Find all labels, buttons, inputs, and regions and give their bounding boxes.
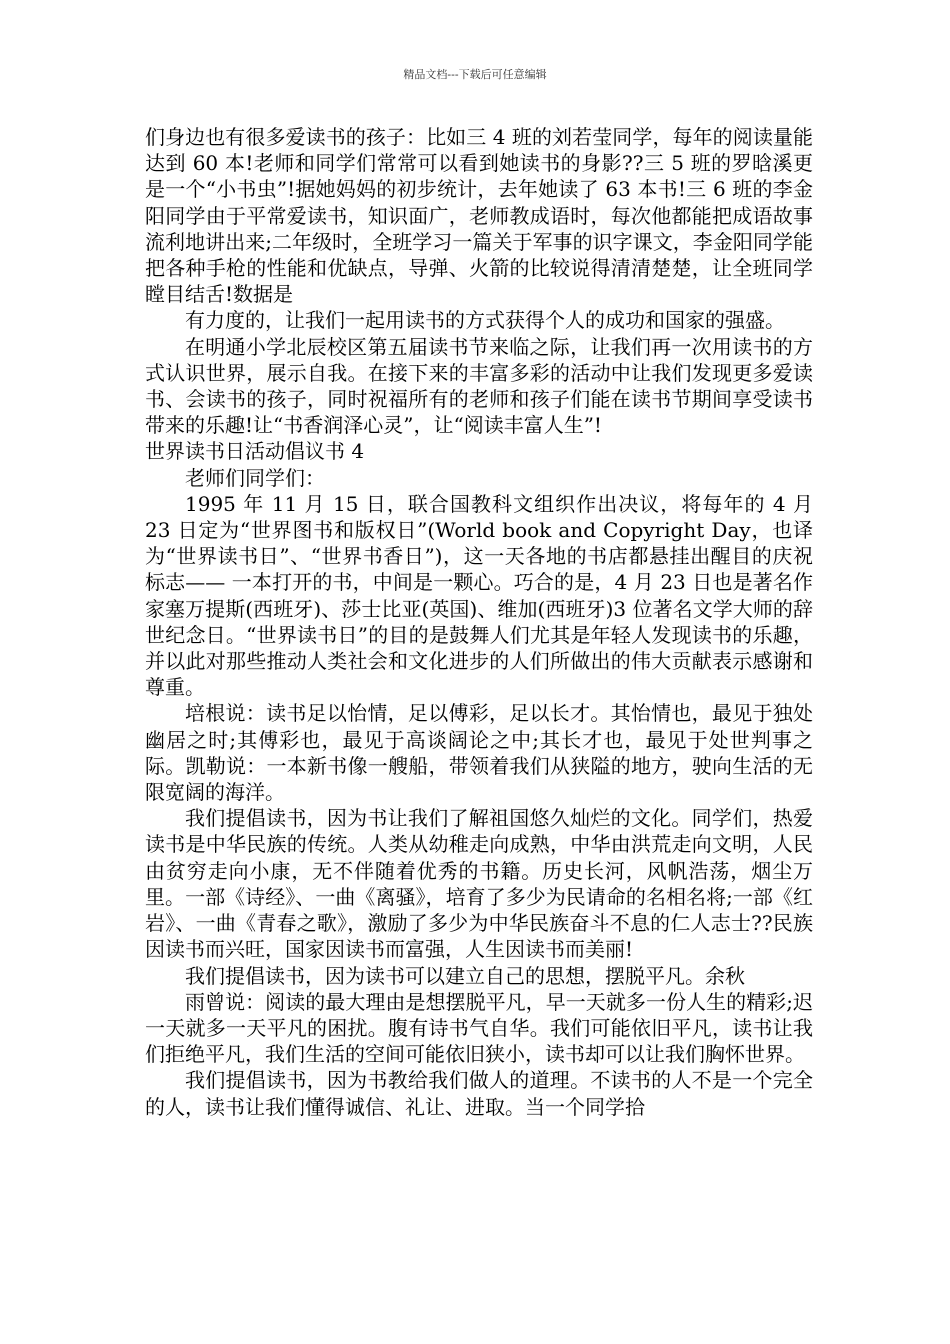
paragraph: 我们提倡读书，因为读书可以建立自己的思想，摆脱平凡。余秋 <box>185 963 745 988</box>
paragraph: 在明通小学北辰校区第五届读书节来临之际，让我们再一次用读书的方式认识世界，展示自我。在接下来的丰富多彩的活动中让我们发现更多爱读书、会读书的孩子，同时祝福所有的老师和孩子们能在读书节期间享受读书带来的乐趣!让“书香润泽心灵”，让“阅读丰富人生”! <box>145 334 813 438</box>
paragraph: 们身边也有很多爱读书的孩子：比如三 4 班的刘若莹同学，每年的阅读量能达到 60 本!老师和同学们常常可以看到她读书的身影??三 5 班的罗晗溪更是一个“小书虫”!据她妈妈的初步统计，去年她读了 63 本书!三 6 班的李金阳同学由于平常爱读书，知识面广，老师教成语时，每次他都能把成语故事流利地讲出来;二年级时，全班学习一篇关于军事的识字课文，李金阳同学能把各种手枪的性能和优缺点，导弹、火箭的比较说得清清楚楚，让全班同学瞠目结舌!数据是 <box>145 125 813 307</box>
paragraph: 我们提倡读书，因为书让我们了解祖国悠久灿烂的文化。同学们，热爱读书是中华民族的传统。人类从幼稚走向成熟，中华由洪荒走向文明，人民由贫穷走向小康，无不伴随着优秀的书籍。历史长河，风帆浩荡，烟尘万里。一部《诗经》、一曲《离骚》，培育了多少为民请命的名相名将;一部《红岩》、一曲《青春之歌》，激励了多少为中华民族奋斗不息的仁人志士??民族因读书而兴旺，国家因读书而富强，人生因读书而美丽! <box>145 806 813 962</box>
paragraph: 雨曾说：阅读的最大理由是想摆脱平凡，早一天就多一份人生的精彩;迟一天就多一天平凡的困扰。腹有诗书气自华。我们可能依旧平凡，读书让我们拒绝平凡，我们生活的空间可能依旧狭小，读书却可以让我们胸怀世界。 <box>145 989 813 1067</box>
salutation: 老师们同学们： <box>185 465 325 490</box>
paragraph: 有力度的，让我们一起用读书的方式获得个人的成功和国家的强盛。 <box>185 308 785 333</box>
paragraph: 我们提倡读书，因为书教给我们做人的道理。不读书的人不是一个完全的人，读书让我们懂得诚信、礼让、进取。当一个同学拾 <box>145 1068 813 1119</box>
section-title: 世界读书日活动倡议书 4 <box>145 439 365 464</box>
page-header: 精品文档---下载后可任意编辑 <box>403 68 547 81</box>
paragraph: 培根说：读书足以怡情，足以傅彩，足以长才。其怡情也，最见于独处幽居之时;其傅彩也，最见于高谈阔论之中;其长才也，最见于处世判事之际。凯勒说：一本新书像一艘船，带领着我们从狭隘的地方，驶向生活的无限宽阔的海洋。 <box>145 701 813 805</box>
document-body <box>145 124 813 1120</box>
paragraph: 1995 年 11 月 15 日，联合国教科文组织作出决议，将每年的 4 月 23 日定为“世界图书和版权日”(World book and Copyright Day，也译为“世界读书日”、“世界书香日”)，这一天各地的书店都悬挂出醒目的庆祝标志—— 一本打开的书，中间是一颗心。巧合的是，4 月 23 日也是著名作家塞万提斯(西班牙)、莎士比亚(英国)、维加(西班牙)3 位著名文学大师的辞世纪念日。“世界读书日”的目的是鼓舞人们尤其是年轻人发现读书的乐趣，并以此对那些推动人类社会和文化进步的人们所做出的伟大贡献表示感谢和尊重。 <box>145 491 813 700</box>
